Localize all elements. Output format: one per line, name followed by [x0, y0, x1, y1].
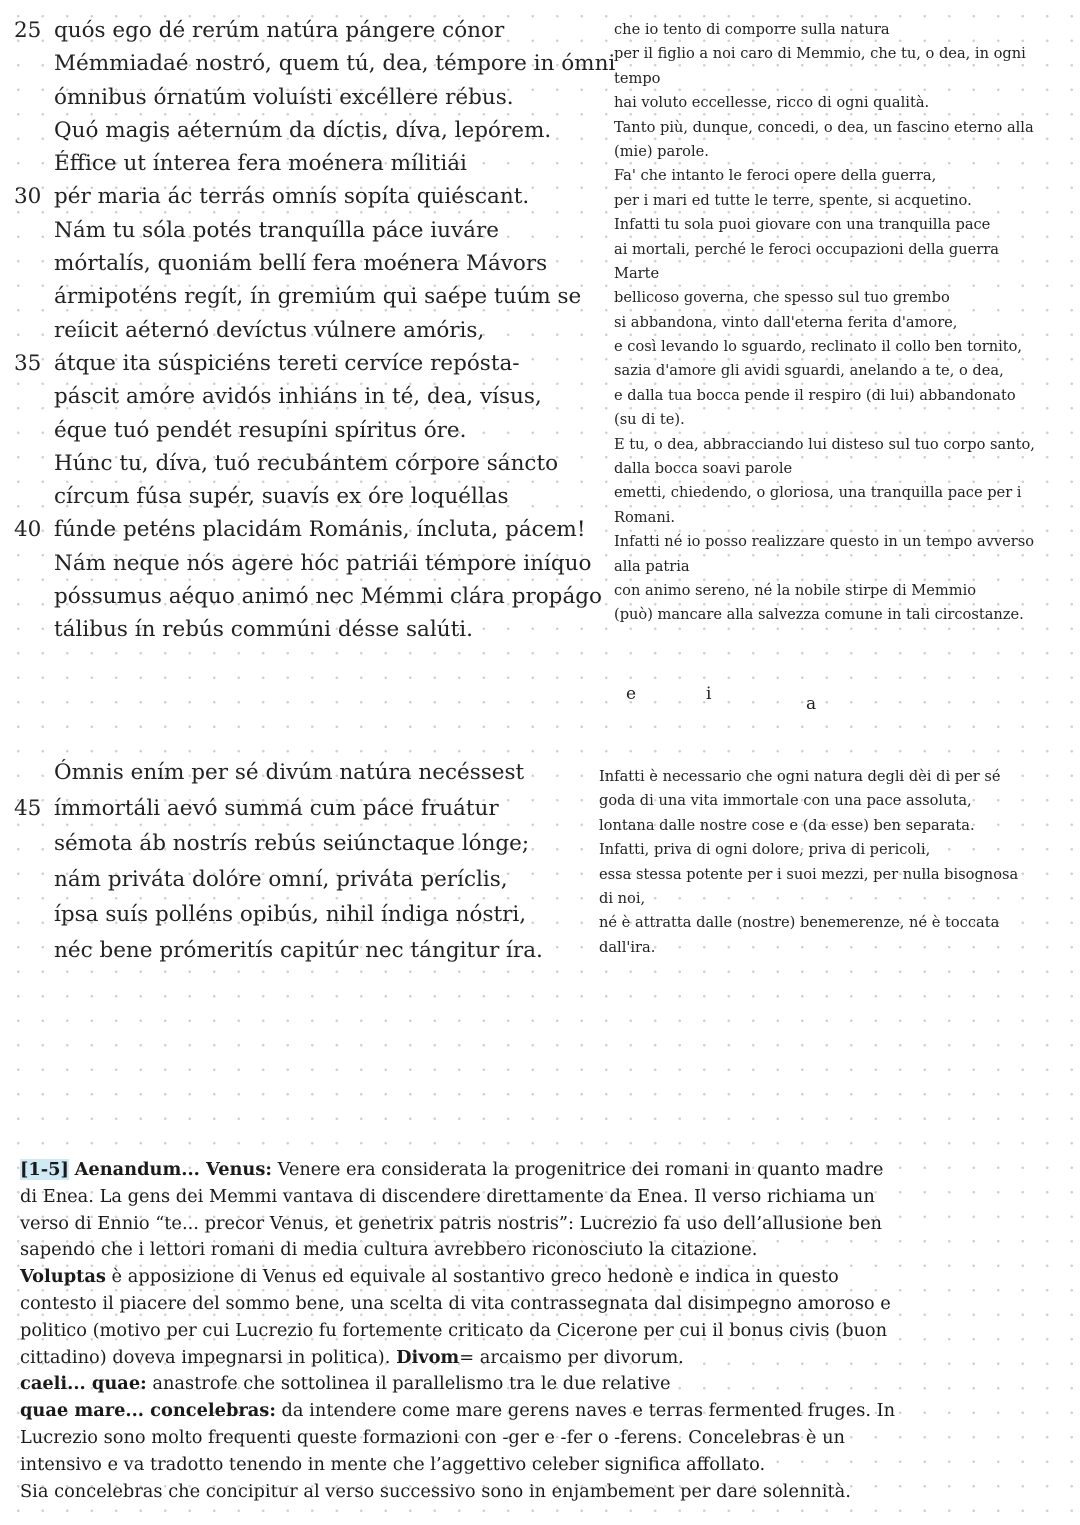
note-text: contesto il piacere del sommo bene, una scelta di vita contrassegnata dal disimpegno amoroso e	[20, 1292, 891, 1314]
verse-text: Éffice ut ínterea fera moénera mílitiái	[54, 151, 467, 177]
latin-text-block-1	[14, 14, 616, 647]
translation-line: Infatti tu sola puoi giovare con una tranquilla pace	[614, 216, 991, 234]
verse-line	[14, 755, 604, 791]
stray-letter-a: a	[806, 694, 817, 714]
verse-line	[14, 480, 604, 513]
verse-number: 35	[14, 350, 42, 376]
verse-line	[14, 214, 604, 247]
translation-line: Romani.	[614, 508, 676, 526]
verse-line	[14, 613, 604, 646]
translation-line: E tu, o dea, abbracciando lui disteso sul tuo corpo santo,	[614, 435, 1035, 453]
verse-text: ímmortáli aevó summá cum páce fruátur	[54, 795, 499, 821]
translation-line: Fa' che intanto le feroci opere della guerra,	[614, 167, 937, 185]
translation-line: lontana dalle nostre cose e (da esse) ben separata.	[599, 816, 975, 834]
note-text: è apposizione di Venus ed equivale al sostantivo greco hedonè e indica in questo	[111, 1266, 839, 1288]
note-text: Venere era considerata la progenitrice dei romani in quanto madre	[277, 1159, 884, 1180]
translation-line: Infatti è necessario che ogni natura degli dèi di per sé	[599, 768, 1001, 785]
note-term: Aenandum... Venus:	[74, 1159, 272, 1180]
note-line	[20, 1371, 1070, 1398]
note-text: da intendere come mare gerens naves e terras fermented fruges. In	[281, 1400, 896, 1422]
verse-line	[14, 280, 604, 313]
verse-text: círcum fúsa supér, suavís ex óre loquéllas	[54, 484, 509, 510]
verse-text: nám priváta dolóre omní, priváta períclis,	[54, 866, 508, 892]
note-line	[20, 1264, 1070, 1291]
note-text: verso di Ennio “te... precor Venus, et genetrix patris nostris”: Lucrezio fa uso dell’allusione ben	[20, 1212, 882, 1234]
latin-text-block-2	[14, 755, 604, 969]
translation-line: hai voluto eccellesse, ricco di ogni qualità.	[614, 94, 930, 112]
note-line	[20, 1318, 1070, 1345]
verse-text: Nám neque nós agere hóc patriái témpore iníquo	[54, 550, 592, 576]
verse-text: reíicit aéternó devíctus vúlnere amóris,	[54, 317, 485, 343]
verse-text: tálibus ín rebús commúni désse salúti.	[54, 617, 473, 643]
translation-line: dall'ira.	[599, 938, 656, 956]
verse-line	[14, 414, 604, 447]
note-line	[20, 1211, 1070, 1238]
verse-line	[14, 791, 604, 827]
translation-line: (mie) parole.	[614, 142, 709, 160]
translation-line: goda di una vita immortale con una pace assoluta,	[599, 792, 972, 810]
verse-text: ármipoténs regít, ín gremiúm qui saépe tuúm se	[54, 284, 582, 310]
translation-line: che io tento di comporre sulla natura	[614, 21, 890, 38]
verse-line	[14, 180, 604, 213]
verse-line	[14, 147, 604, 180]
translation-line: alla patria	[614, 557, 690, 575]
translation-line: Marte	[614, 264, 660, 282]
verse-line	[14, 380, 604, 413]
note-term: Voluptas	[20, 1266, 106, 1288]
verse-text: Quó magis aéternúm da díctis, díva, lepórem.	[54, 117, 552, 143]
translation-block-2	[599, 765, 1069, 960]
verse-text: quós ego dé rerúm natúra pángere cónor	[54, 18, 505, 43]
note-line	[20, 1184, 1070, 1211]
translation-line: essa stessa potente per i suoi mezzi, per nulla bisognosa	[599, 865, 1019, 883]
translation-line: ai mortali, perché le feroci occupazioni della guerra	[614, 240, 999, 258]
verse-line	[14, 81, 604, 114]
verse-line	[14, 347, 604, 380]
verse-line	[14, 862, 604, 898]
verse-text: ómnibus órnatúm voluísti excéllere rébus.	[54, 84, 514, 110]
note-text: politico (motivo per cui Lucrezio fu fortemente criticato da Cicerone per cui il bonus civis (buon	[20, 1319, 888, 1341]
note-text: di Enea. La gens dei Memmi vantava di discendere direttamente da Enea. Il verso richiama un	[20, 1185, 875, 1207]
translation-line: si abbandona, vinto dall'eterna ferita d'amore,	[614, 313, 958, 331]
note-term: quae mare... concelebras:	[20, 1400, 276, 1422]
commentary-notes	[20, 1157, 1070, 1505]
verse-text: Nám tu sóla potés tranquílla páce iuváre	[54, 217, 499, 243]
translation-line: sazia d'amore gli avidi sguardi, anelando a te, o dea,	[614, 362, 1004, 380]
translation-line: Infatti, priva di ogni dolore, priva di pericoli,	[599, 841, 931, 859]
verse-line	[14, 47, 616, 80]
verse-number: 25	[14, 18, 42, 43]
note-text: anastrofe che sottolinea il parallelismo tra le due relative	[152, 1373, 671, 1395]
translation-block-1	[614, 18, 1074, 628]
verse-line	[14, 547, 604, 580]
verse-text: sémota áb nostrís rebús seiúnctaque lónge;	[54, 831, 530, 857]
verse-line	[14, 247, 604, 280]
verse-number: 30	[14, 184, 42, 210]
translation-line: per il figlio a noi caro di Memmio, che tu, o dea, in ogni	[614, 45, 1026, 63]
verse-line	[14, 513, 604, 546]
verse-line	[14, 826, 604, 862]
verse-line	[14, 933, 604, 969]
verse-text: néc bene prómeritís capitúr nec tángitur íra.	[54, 937, 543, 963]
verse-text: Húnc tu, díva, tuó recubántem córpore sáncto	[54, 450, 559, 476]
verse-line	[14, 114, 604, 147]
note-line	[20, 1291, 1070, 1318]
verse-line	[14, 447, 604, 480]
verse-text: Mémmiadaé nostró, quem tú, dea, témpore in ómni	[54, 51, 616, 77]
note-text: Sia concelebras che concipitur al verso successivo sono in enjambement per dare solennità.	[20, 1480, 851, 1502]
stray-letter-e: e	[626, 684, 637, 704]
translation-line: e dalla tua bocca pende il respiro (di lui) abbandonato	[614, 386, 1016, 404]
note-term: Divom	[396, 1346, 460, 1368]
note-line	[20, 1452, 1070, 1479]
translation-line: (su di te).	[614, 411, 685, 429]
note-verse-ref: [1-5]	[20, 1159, 69, 1180]
translation-line: tempo	[614, 69, 661, 87]
note-line	[20, 1157, 1070, 1184]
note-text: intensivo e va tradotto tenendo in mente che l’aggettivo celeber significa affollato.	[20, 1453, 766, 1475]
note-line	[20, 1479, 1070, 1506]
verse-text: átque ita súspiciéns tereti cervíce repósta-	[54, 350, 520, 376]
translation-line: Tanto più, dunque, concedi, o dea, un fascino eterno alla	[614, 118, 1034, 136]
translation-line: di noi,	[599, 889, 646, 907]
stray-letter-i: i	[706, 684, 712, 704]
translation-line: e così levando lo sguardo, reclinato il collo ben tornito,	[614, 338, 1023, 356]
note-line	[20, 1237, 1070, 1264]
verse-line	[14, 580, 604, 613]
verse-number: 40	[14, 517, 42, 543]
note-line	[20, 1425, 1070, 1452]
translation-line: dalla bocca soavi parole	[614, 460, 793, 478]
note-text: cittadino) doveva impegnarsi in politica).	[20, 1346, 391, 1368]
translation-line: Infatti né io posso realizzare questo in un tempo avverso	[614, 533, 1035, 551]
verse-line	[14, 897, 604, 933]
note-line	[20, 1345, 1070, 1372]
verse-text: mórtalís, quoniám bellí fera moénera Mávors	[54, 251, 548, 277]
verse-line	[14, 14, 604, 47]
verse-text: póssumus aéquo animó nec Mémmi clára propágo	[54, 584, 602, 610]
verse-text: ípsa suís polléns opibús, nihil índiga nóstri,	[54, 902, 527, 928]
note-term: caeli... quae:	[20, 1373, 147, 1395]
verse-text: páscit amóre avidós inhiáns in té, dea, vísus,	[54, 384, 542, 410]
note-text: Lucrezio sono molto frequenti queste formazioni con -ger e -fer o -ferens. Concelebras è un	[20, 1426, 845, 1448]
verse-text: éque tuó pendét resupíni spíritus óre.	[54, 417, 467, 443]
verse-line	[14, 314, 604, 347]
translation-line: bellicoso governa, che spesso sul tuo grembo	[614, 289, 950, 307]
translation-line: (può) mancare alla salvezza comune in tali circostanze.	[614, 606, 1024, 624]
note-text: = arcaismo per divorum.	[459, 1346, 684, 1368]
note-text: sapendo che i lettori romani di media cultura avrebbero riconosciuto la citazione.	[20, 1239, 758, 1261]
note-line	[20, 1398, 1070, 1425]
verse-text: fúnde peténs placidám Románis, íncluta, pácem!	[54, 517, 586, 543]
translation-line: con animo sereno, né la nobile stirpe di Memmio	[614, 581, 977, 599]
translation-line: emetti, chiedendo, o gloriosa, una tranquilla pace per i	[614, 484, 1022, 502]
verse-text: Ómnis ením per sé divúm natúra necéssest	[54, 760, 525, 785]
verse-number: 45	[14, 795, 42, 821]
translation-line: per i mari ed tutte le terre, spente, si acquetino.	[614, 191, 972, 209]
translation-line: né è attratta dalle (nostre) benemerenze, né è toccata	[599, 914, 1000, 932]
verse-text: pér maria ác terrás omnís sopíta quiéscant.	[54, 184, 530, 210]
